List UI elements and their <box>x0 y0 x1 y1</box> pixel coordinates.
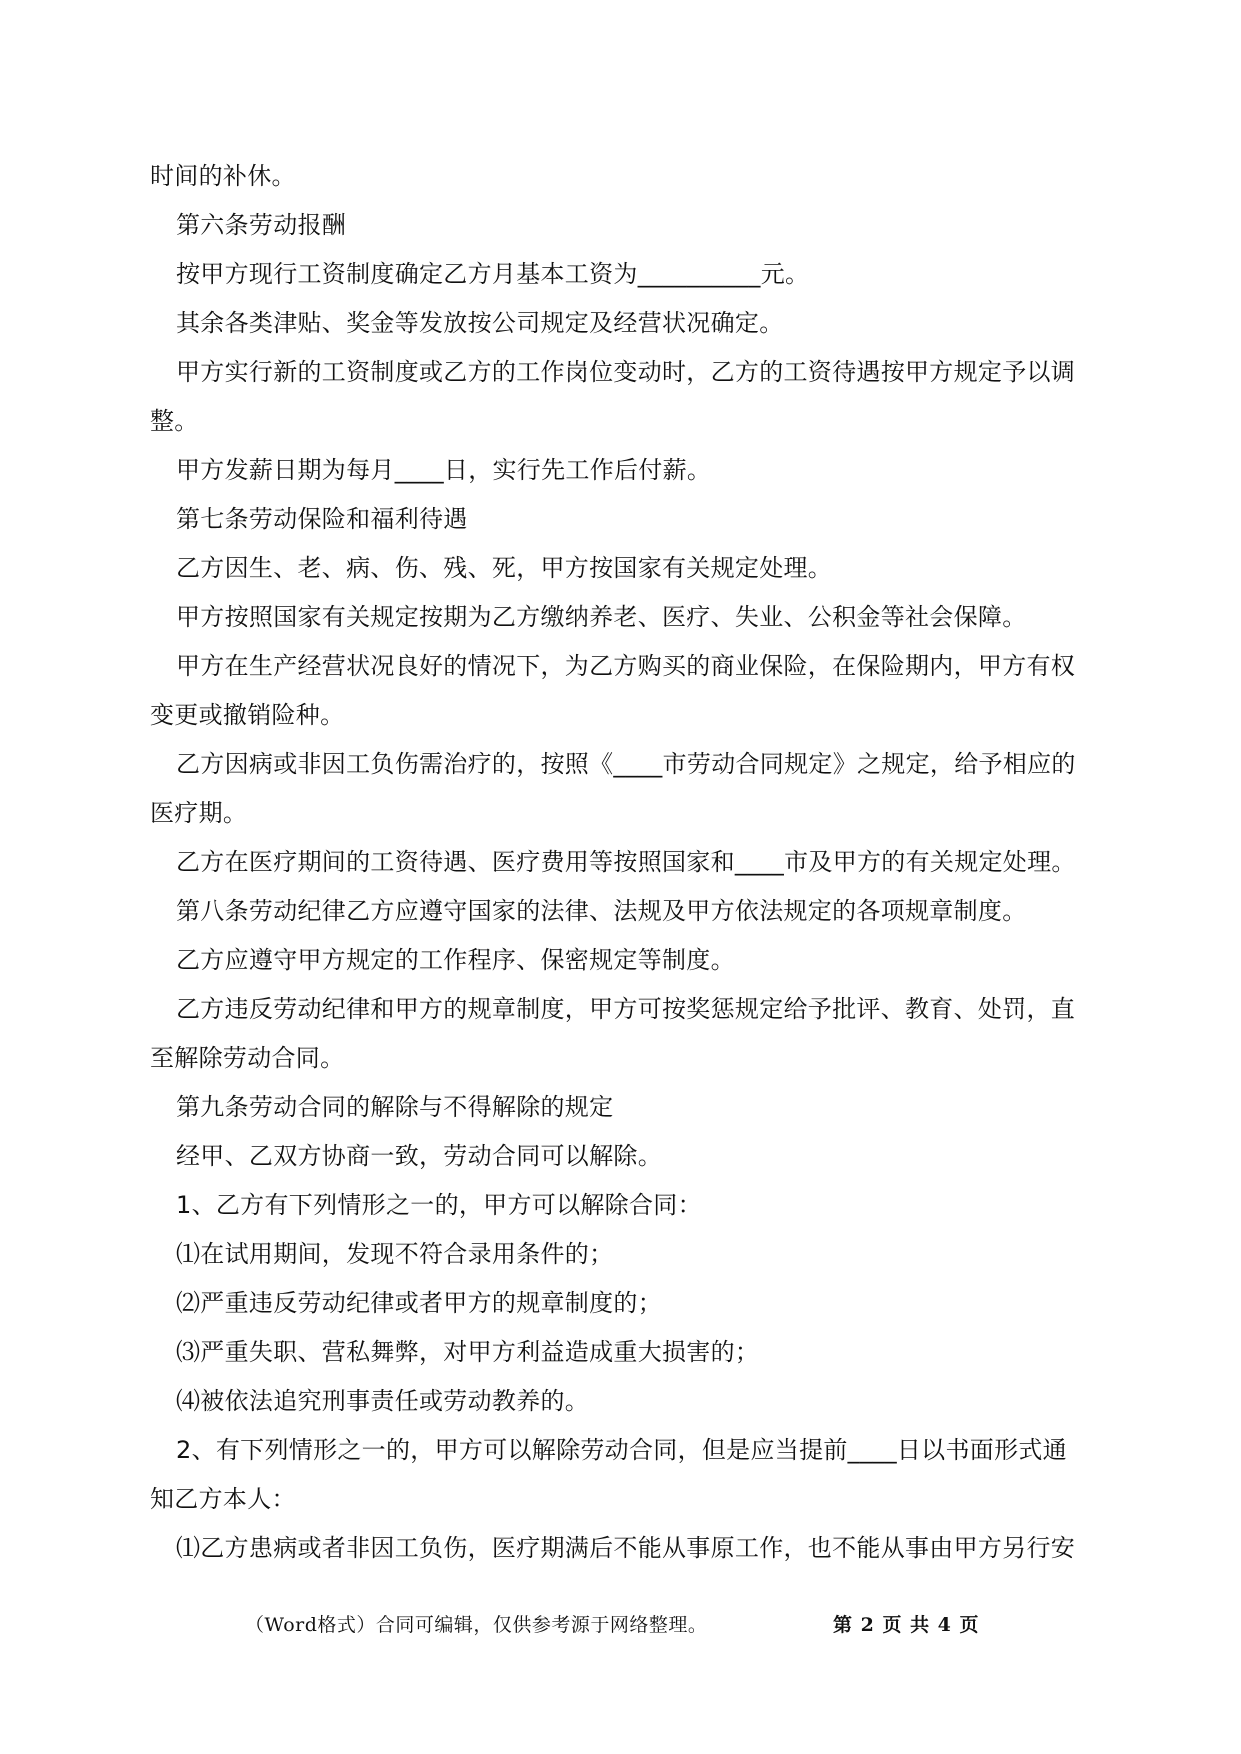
paragraph: ⑶严重失职、营私舞弊，对甲方利益造成重大损害的； <box>176 1338 760 1366</box>
paragraph: 2、有下列情形之一的，甲方可以解除劳动合同，但是应当提前____日以书面形式通知乙方本人： <box>150 1436 1067 1513</box>
paragraph: 甲方发薪日期为每月____日，实行先工作后付薪。 <box>176 456 712 484</box>
document-body <box>150 152 1090 1573</box>
paragraph: 时间的补休。 <box>150 162 296 190</box>
paragraph: ⑷被依法追究刑事责任或劳动教养的。 <box>176 1387 590 1415</box>
paragraph: 甲方实行新的工资制度或乙方的工作岗位变动时，乙方的工资待遇按甲方规定予以调整。 <box>150 358 1076 435</box>
paragraph: 第七条劳动保险和福利待遇 <box>176 505 468 533</box>
paragraph: 乙方在医疗期间的工资待遇、医疗费用等按照国家和____市及甲方的有关规定处理。 <box>176 848 1076 876</box>
paragraph: 1、乙方有下列情形之一的，甲方可以解除合同： <box>176 1191 702 1219</box>
paragraph: 第九条劳动合同的解除与不得解除的规定 <box>176 1093 614 1121</box>
paragraph: 乙方因生、老、病、伤、残、死，甲方按国家有关规定处理。 <box>176 554 833 582</box>
paragraph: 甲方按照国家有关规定按期为乙方缴纳养老、医疗、失业、公积金等社会保障。 <box>176 603 1027 631</box>
paragraph: 按甲方现行工资制度确定乙方月基本工资为__________元。 <box>176 260 810 288</box>
page-number: 第 2 页 共 4 页 <box>833 1614 980 1636</box>
paragraph: 其余各类津贴、奖金等发放按公司规定及经营状况确定。 <box>176 309 784 337</box>
paragraph: 乙方因病或非因工负伤需治疗的，按照《____市劳动合同规定》之规定，给予相应的医疗期。 <box>150 750 1076 827</box>
paragraph: ⑴在试用期间，发现不符合录用条件的； <box>176 1240 614 1268</box>
paragraph: 甲方在生产经营状况良好的情况下，为乙方购买的商业保险，在保险期内，甲方有权变更或撤销险种。 <box>150 652 1076 729</box>
paragraph: 第八条劳动纪律乙方应遵守国家的法律、法规及甲方依法规定的各项规章制度。 <box>176 897 1027 925</box>
page-footer <box>0 1610 1241 1650</box>
paragraph: ⑵严重违反劳动纪律或者甲方的规章制度的； <box>176 1289 662 1317</box>
paragraph: ⑴乙方患病或者非因工负伤，医疗期满后不能从事原工作，也不能从事由甲方另行安 <box>176 1534 1076 1562</box>
footer-note: （Word格式）合同可编辑，仅供参考源于网络整理。 <box>245 1614 708 1636</box>
paragraph: 第六条劳动报酬 <box>176 211 347 239</box>
paragraph: 乙方应遵守甲方规定的工作程序、保密规定等制度。 <box>176 946 735 974</box>
paragraph: 经甲、乙双方协商一致，劳动合同可以解除。 <box>176 1142 662 1170</box>
paragraph: 乙方违反劳动纪律和甲方的规章制度，甲方可按奖惩规定给予批评、教育、处罚，直至解除劳动合同。 <box>150 995 1076 1072</box>
